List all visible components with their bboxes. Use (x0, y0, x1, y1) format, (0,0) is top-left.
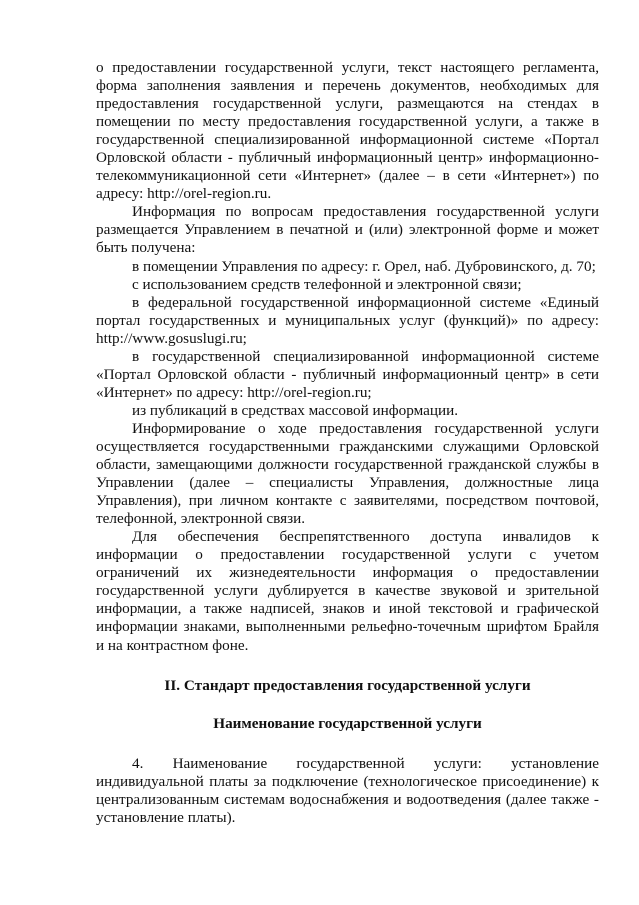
paragraph-federal-portal: в федеральной государственной информационной системе «Единый портал государственных и муниципальных услуг (функций)» по адресу: http://www.gosuslugi.ru; (96, 293, 599, 347)
paragraph-office-address: в помещении Управления по адресу: г. Орел, наб. Дубровинского, д. 70; (132, 257, 596, 275)
subsection-heading: Наименование государственной услуги (213, 714, 482, 732)
section-heading: II. Стандарт предоставления государственной услуги (164, 676, 531, 694)
paragraph-phone-electronic: с использованием средств телефонной и электронной связи; (132, 275, 522, 293)
paragraph-regulation-placement: о предоставлении государственной услуги, текст настоящего регламента, форма заполнения заявления и перечень документов, необходимых для предоставления государственной услуги, размещаются на стендах в помещении по месту предоставления государственной услуги, а также в государственной специализированной информационной системе «Портал Орловской области - публичный информационный центр» информационно-телекоммуникационной сети «Интернет» (далее – в сети «Интернет») по адресу: http://orel-region.ru. (96, 59, 599, 203)
paragraph-informing-process: Информирование о ходе предоставления государственной услуги осуществляется государственными гражданскими служащими Орловской области, замещающими должности государственной гражданской службы в Управлении (далее – специалисты Управления, должностные лица Управления), при личном контакте с заявителями, посредством почтовой, телефонной, электронной связи. (96, 419, 599, 528)
paragraph-service-name: 4. Наименование государственной услуги: установление индивидуальной платы за подключение (технологическое присоединение) к централизованным системам водоснабжения и водоотведения (далее также - установление платы). (96, 754, 599, 826)
paragraph-information-placement: Информация по вопросам предоставления государственной услуги размещается Управлением в печатной и (или) электронной форме и может быть получена: (96, 203, 599, 257)
paragraph-mass-media: из публикаций в средствах массовой информации. (132, 401, 459, 419)
document-body (96, 59, 599, 827)
paragraph-accessibility: Для обеспечения беспрепятственного доступа инвалидов к информации о предоставлении государственной услуги с учетом ограничений их жизнедеятельности информация о предоставлении государственной услуги дублируется в качестве звуковой и зрительной информации, а также надписей, знаков и иной текстовой и графической информации знаками, выполненными рельефно-точечным шрифтом Брайля и на контрастном фоне. (96, 528, 599, 654)
paragraph-regional-portal: в государственной специализированной информационной системе «Портал Орловской области - публичный информационный центр» в сети «Интернет» по адресу: http://orel-region.ru; (96, 347, 599, 401)
